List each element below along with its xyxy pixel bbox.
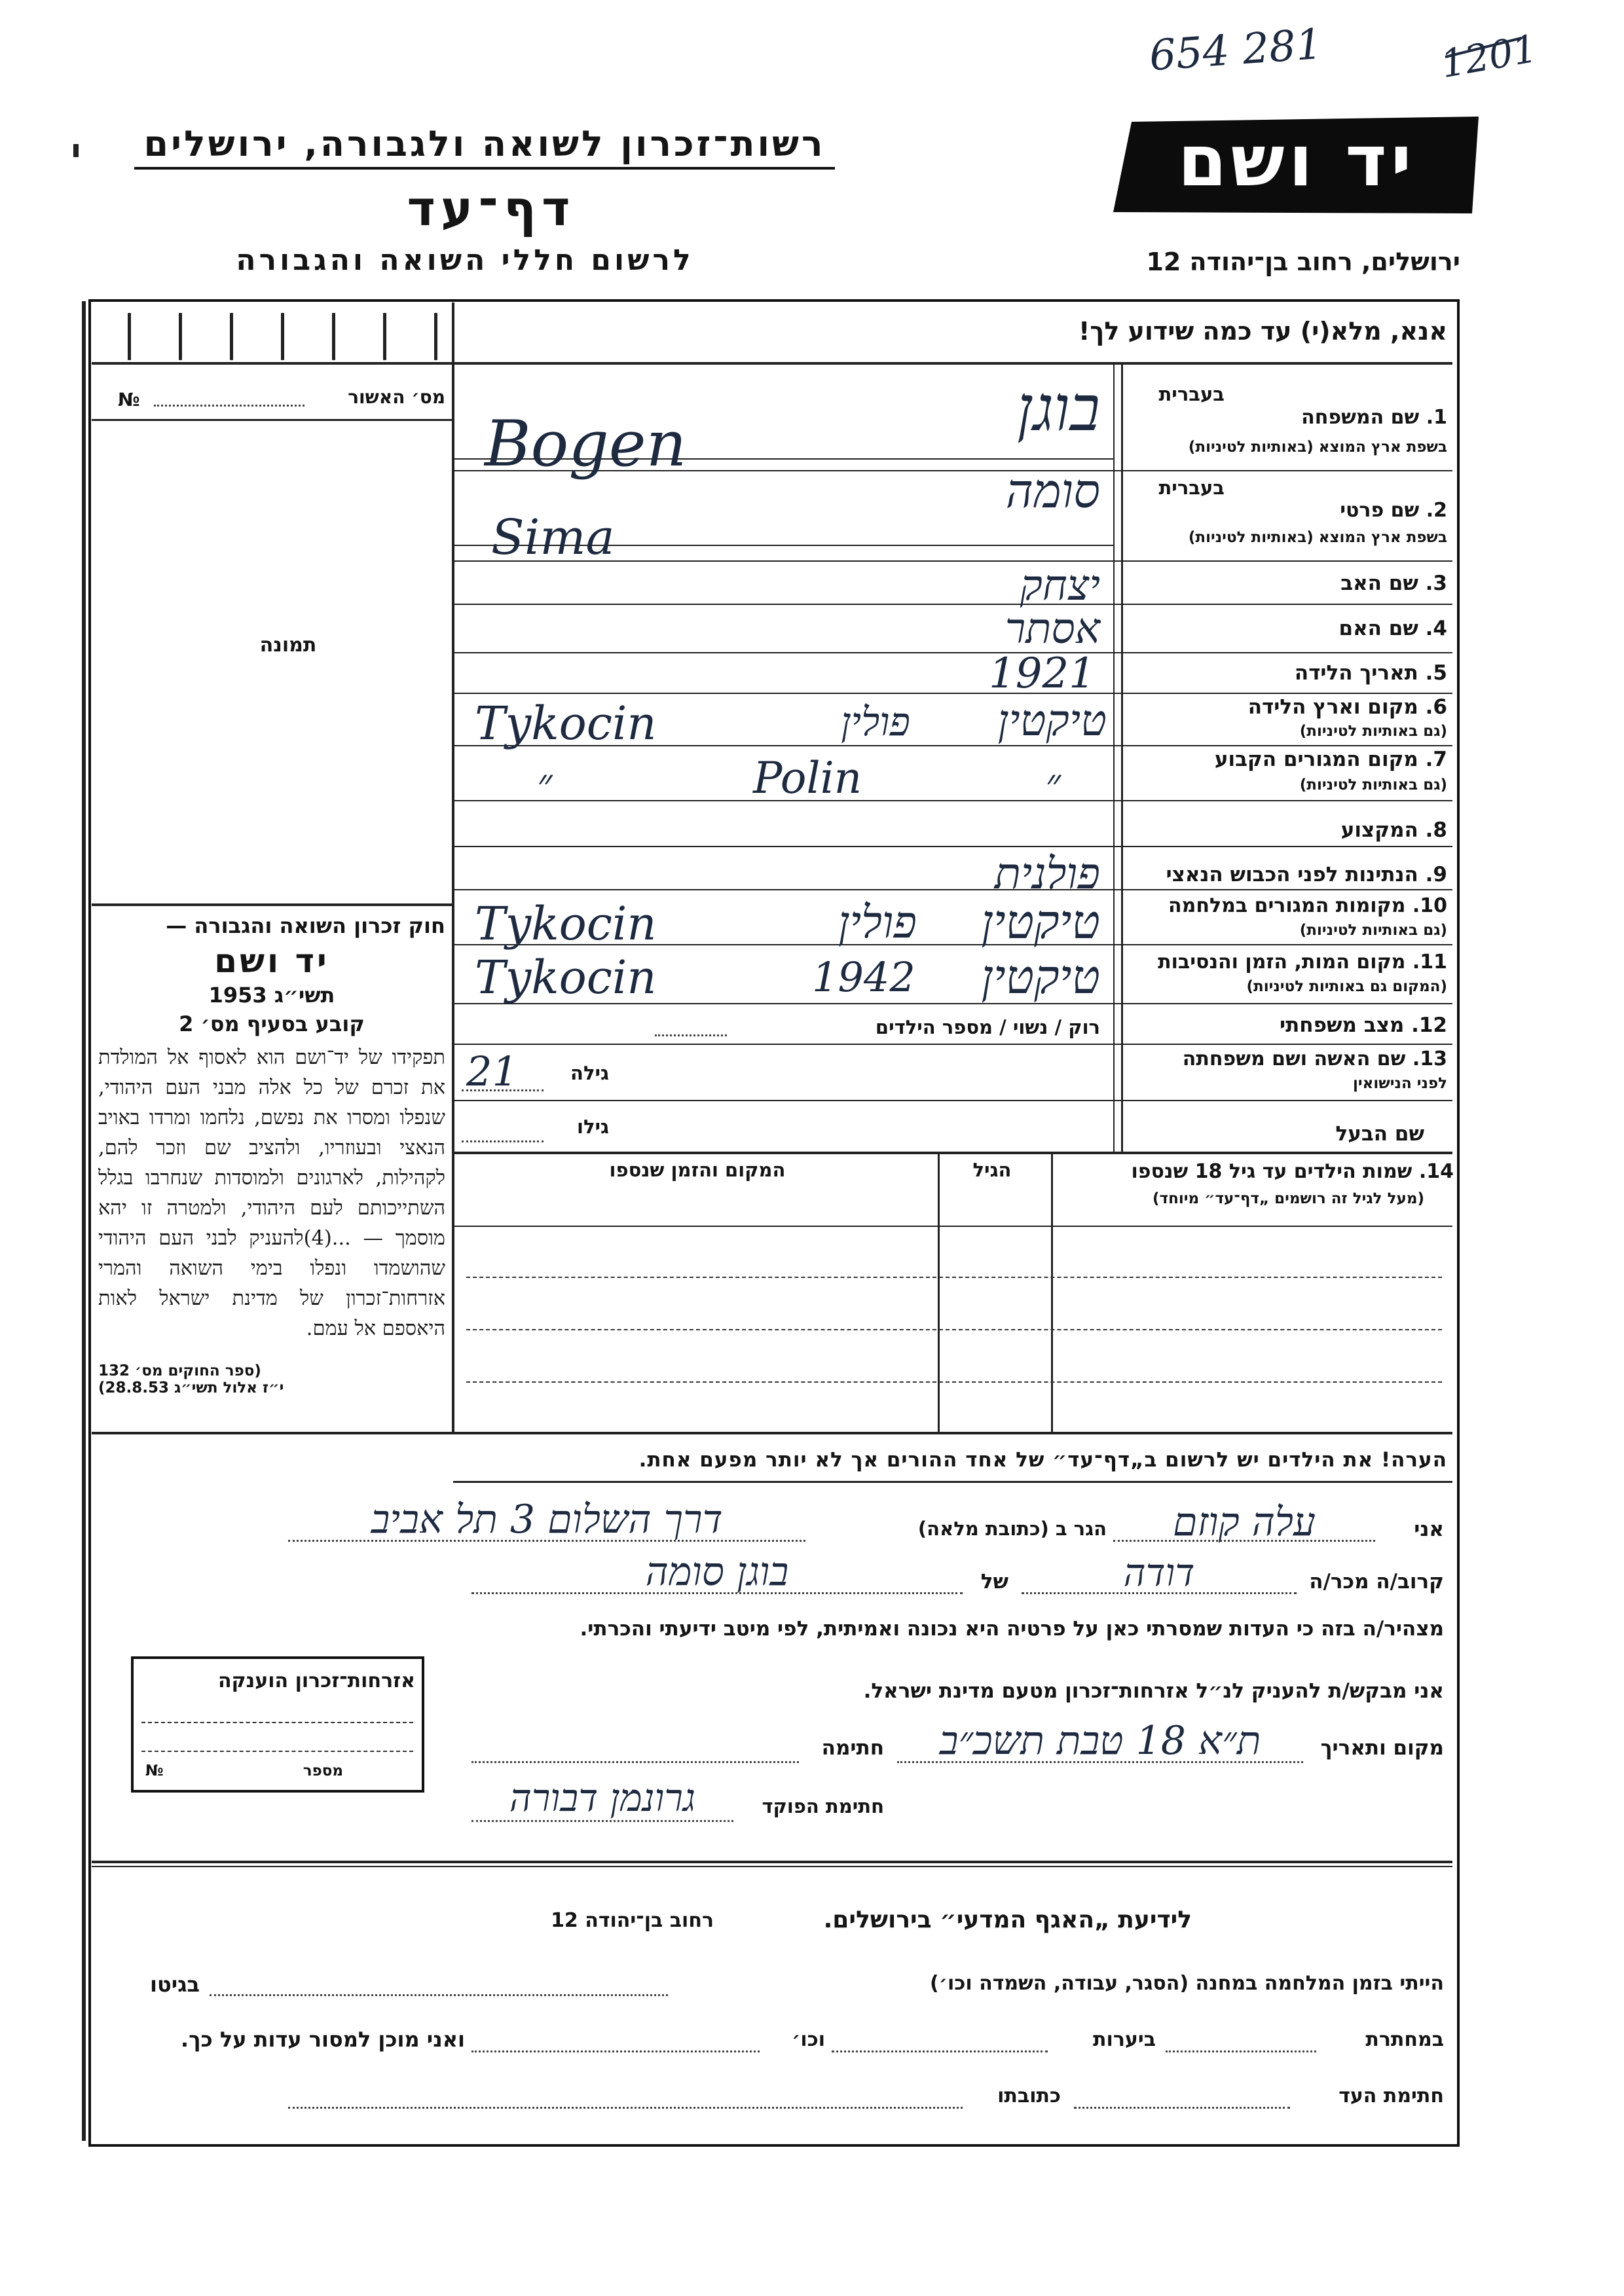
field-8-label: 8. המקצוע <box>1340 818 1447 842</box>
form-subtitle: לרשום חללי השואה והגבורה <box>236 244 694 277</box>
field-7-ditto-2: ״ <box>537 759 553 807</box>
field-2-hebrew: סומה <box>1005 464 1100 519</box>
footer-witness-signature-line[interactable] <box>1074 2107 1290 2109</box>
corner-mark: 1201 <box>1437 26 1541 87</box>
wife-age-dots <box>462 1089 544 1091</box>
of-label: של <box>980 1570 1008 1594</box>
field-11-sub: (המקום גם באותיות לטיניות) <box>1246 978 1447 995</box>
footer-forests: ביערות <box>1093 2028 1156 2051</box>
children-line[interactable] <box>466 1381 1442 1383</box>
row-border <box>453 800 1452 801</box>
relative-name[interactable]: בוגן סומה <box>645 1549 789 1595</box>
footer-title: לידיעת „האגף המדעי״ בירושלים. <box>823 1906 1192 1933</box>
field-1-hebrew: בוגן <box>1017 372 1100 445</box>
field-10-country: פולין <box>838 897 917 949</box>
field-2-latin: Sima <box>491 509 615 566</box>
intro-row-border <box>92 362 1452 365</box>
field-10-sub: (גם באותיות לטיניות) <box>1299 922 1447 939</box>
footer-divider <box>92 1861 1452 1863</box>
declarant-address[interactable]: דרך השלום 3 תל אביב <box>371 1497 723 1542</box>
children-count-dots <box>655 1034 727 1036</box>
field-7-latin: Polin <box>753 753 862 803</box>
declaration-text: מצהיר/ה בזה כי העדות שמסרתי כאן על פרטיה היא נכונה ואמיתית, לפי מיטב ידיעתי והכרתי. <box>580 1617 1444 1641</box>
citizenship-line <box>141 1751 413 1752</box>
field-5-value: 1921 <box>989 649 1096 698</box>
relative-label: קרוב/ה מכר/ה <box>1309 1570 1444 1594</box>
footer-line1: הייתי בזמן המלחמה במחנה (הסגר, עבודה, השמדה וכו׳) <box>930 1972 1444 1995</box>
field-7-sub: (גם באותיות לטיניות) <box>1299 776 1447 793</box>
children-header: 14. שמות הילדים עד גיל 18 שנספו <box>1131 1160 1454 1183</box>
law-clause: קובע בסעיף מס׳ 2 <box>179 1011 365 1036</box>
field-1-label: 1. שם המשפחה <box>1301 406 1447 429</box>
children-subheader: (מעל לגיל זה רושמים „דף־עד״ מיוחד) <box>1153 1190 1424 1207</box>
place-date-label: מקום ותאריך <box>1320 1736 1444 1760</box>
relation-value[interactable]: דודה <box>1123 1550 1195 1595</box>
authority-underline <box>134 167 835 170</box>
header-address: ירושלים, רחוב בן־יהודה 12 <box>1146 247 1460 276</box>
intro-text: אנא, מלא(י) עד כמה שידוע לך! <box>1079 317 1447 346</box>
approval-border <box>92 419 453 421</box>
children-header-border <box>453 1226 1452 1227</box>
form-title: דף־עד <box>407 181 576 237</box>
children-divider <box>1051 1152 1053 1433</box>
field-2-sub: בשפת ארץ המוצא (באותיות לטיניות) <box>1188 529 1447 546</box>
authority-name: רשות־זכרון לשואה ולגבורה, ירושלים <box>143 123 826 164</box>
label-column-divider <box>1121 362 1123 1152</box>
children-col-place: המקום והזמן שנספו <box>609 1159 786 1181</box>
row-border <box>453 693 1452 694</box>
field-13-label: 13. שם האשה ושם משפחתה <box>1182 1048 1447 1070</box>
field-11-hebrew: טיקטין <box>981 949 1100 1004</box>
note-text: הערה! את הילדים יש לרשום ב„דף־עד״ של אחד ההורים אך לא יותר מפעם אחת. <box>638 1448 1447 1472</box>
husband-age-dots <box>462 1140 544 1142</box>
children-bottom-border <box>92 1432 1452 1434</box>
field-6-country: פולין <box>841 699 910 745</box>
field-7-ditto: ״ <box>1045 759 1061 807</box>
footer-address: רחוב בן־יהודה 12 <box>551 1909 714 1932</box>
field-6-hebrew: טיקטין <box>997 695 1107 746</box>
approval-no: № <box>118 389 140 410</box>
left-column-divider <box>452 302 454 1432</box>
row-border <box>453 846 1452 847</box>
citizenship-line <box>141 1722 413 1723</box>
official-signature-label: חתימת הפוקד <box>762 1795 884 1817</box>
field-1-latin: Bogen <box>485 407 687 481</box>
field-1-tag: בעברית <box>1158 383 1225 405</box>
field-4-value: אסתר <box>1005 605 1100 653</box>
footer-underground-line[interactable] <box>1166 2050 1316 2052</box>
field-7-label: 7. מקום המגורים הקבוע <box>1214 748 1447 771</box>
declarant-name[interactable]: עלה קוזם <box>1173 1499 1316 1545</box>
photo-label: תמונה <box>259 634 317 657</box>
law-year: תשי״ג 1953 <box>208 983 335 1008</box>
declarant-i-label: אני <box>1414 1518 1444 1541</box>
footer-testimony: ואני מוכן למסור עדות על כך. <box>180 2027 465 2052</box>
footer-etc-line[interactable] <box>471 2050 760 2052</box>
children-divider <box>938 1152 940 1433</box>
field-5-label: 5. תאריך הלידה <box>1294 661 1447 685</box>
field-12-label: 12. מצב משפחתי <box>1279 1013 1447 1037</box>
code-boxes <box>108 313 439 360</box>
field-11-latin: Tykocin <box>475 951 657 1004</box>
field-2-label: 2. שם פרטי <box>1340 499 1447 522</box>
row-border <box>453 1152 1452 1154</box>
field-2-tag: בעברית <box>1158 477 1225 499</box>
logo-block <box>1113 117 1480 215</box>
signature-label: חתימה <box>821 1736 884 1760</box>
law-body: תפקידו של יד־ושם הוא לאסוף אל המולדת את זכרם של כל אלה מבני העם היהודי, שנפלו ומסרו את נפשם, נלחמו ומרדו באויב הנאצי ובעוזריו, ולהציב שם וזכר להם, לקהילות, לארגונים ולמוסדות שנחרבו בגלל השתייכותם לעם היהודי, ולמטרה זו יהא מוסמך — ...(4)להעניק לבני העם היהודי שהושמדו ונפלו בימי השואה והמרי אזרחות־זכרון של מדינת ישראל לאות היאספם אל עמם. <box>98 1046 445 1340</box>
footer-witness-signature-label: חתימת העד <box>1338 2085 1444 2107</box>
frame-left-accent <box>82 301 86 2141</box>
footer-etc: וכו׳ <box>792 2028 825 2051</box>
label-column-divider-inner <box>1113 362 1115 1152</box>
footer-underground: במחתרת <box>1365 2028 1444 2051</box>
bullet-mark <box>73 144 79 157</box>
field-11-label: 11. מקום המות, הזמן והנסיבות <box>1158 951 1447 974</box>
citizenship-title: אזרחות־זכרון הוענקה <box>217 1669 415 1692</box>
field-1-sub: בשפת ארץ המוצא (באותיות לטיניות) <box>1188 439 1447 456</box>
field-13-age-value: 21 <box>466 1048 518 1095</box>
citizenship-number-label: מספר <box>303 1762 343 1779</box>
citizenship-number-no: № <box>145 1762 164 1779</box>
logo-text: יד ושם <box>1177 120 1416 202</box>
field-12-value: רוק / נשוי / מספר הילדים <box>875 1016 1100 1038</box>
field-3-label: 3. שם האב <box>1340 572 1447 595</box>
footer-ghetto: בגיטו <box>150 1972 200 1997</box>
field-6-latin: Tykocin <box>475 697 657 750</box>
note-border <box>453 1481 1452 1483</box>
citizenship-box <box>131 1656 424 1793</box>
approval-label: מס׳ האשור <box>348 386 445 408</box>
husband-label: שם הבעל <box>1335 1122 1424 1146</box>
reference-number: 654 281 <box>1147 20 1324 81</box>
field-10-label: 10. מקומות המגורים במלחמה <box>1168 894 1447 917</box>
children-col-age: הגיל <box>972 1159 1012 1181</box>
footer-address-label: כתובתו <box>997 2085 1061 2107</box>
footer-forests-line[interactable] <box>832 2050 1048 2052</box>
field-9-value: פולנית <box>994 848 1100 899</box>
footer-camp-line[interactable] <box>210 1994 668 1996</box>
law-title: חוק זכרון השואה והגבורה — <box>166 913 445 938</box>
request-text: אני מבקש/ת להעניק לנ״ל אזרחות־זכרון מטעם מדינת ישראל. <box>863 1679 1444 1703</box>
footer-address-line[interactable] <box>288 2107 963 2109</box>
law-block <box>98 913 445 1396</box>
field-13-sub: לפני הנישואין <box>1353 1075 1447 1092</box>
field-6-sub: (גם באותיות לטיניות) <box>1299 723 1447 740</box>
husband-age-label: גילו <box>577 1116 609 1138</box>
official-signature[interactable]: גרונמן דבורה <box>509 1776 696 1820</box>
footer-divider-2 <box>92 1866 1452 1867</box>
place-date-value[interactable]: ת״א 18 טבת תשכ״ב <box>939 1718 1261 1764</box>
field-9-label: 9. הנתינות לפני הכבוש הנאצי <box>1166 863 1447 886</box>
law-reference-2: י״ז אלול תשי״ג 28.8.53) <box>98 1379 284 1396</box>
field-13-age-label: גילה <box>570 1062 609 1084</box>
field-10-latin: Tykocin <box>475 897 657 951</box>
children-line[interactable] <box>466 1329 1442 1330</box>
children-line[interactable] <box>466 1277 1442 1278</box>
field-10-hebrew: טיקטין <box>981 894 1100 949</box>
official-signature-line[interactable] <box>471 1820 733 1822</box>
field-11-year: 1942 <box>812 953 915 1001</box>
field-6-label: 6. מקום וארץ הלידה <box>1247 695 1447 719</box>
law-name: יד ושם <box>214 942 329 980</box>
photo-border <box>92 903 453 906</box>
row-border <box>453 1100 1452 1101</box>
signature-line[interactable] <box>471 1761 799 1763</box>
row-border <box>453 1044 1452 1045</box>
declarant-resides-label: הגר ב (כתובת מלאה) <box>917 1518 1107 1540</box>
field-3-value: יצחק <box>1020 562 1100 610</box>
approval-dots <box>154 405 304 407</box>
field-4-label: 4. שם האם <box>1338 617 1447 640</box>
law-reference-1: (ספר החוקים מס׳ 132 <box>98 1362 261 1379</box>
